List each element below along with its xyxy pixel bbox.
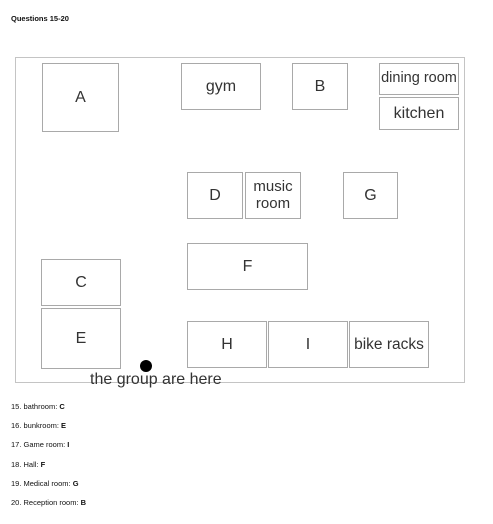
answer-question: 19. Medical room: xyxy=(11,479,73,488)
room-a xyxy=(42,63,119,132)
room-a-label: A xyxy=(75,88,86,106)
room-e-label: E xyxy=(75,329,87,347)
answer-line xyxy=(11,421,66,430)
answer-question: 20. Reception room: xyxy=(11,498,81,507)
room-music-label-line2: room xyxy=(255,194,291,212)
answer-line xyxy=(11,440,69,449)
answer-value: B xyxy=(80,498,87,507)
answer-value: E xyxy=(61,421,67,430)
room-b-label: B xyxy=(314,77,326,95)
room-dining-room xyxy=(379,63,459,95)
room-e xyxy=(41,308,121,369)
room-c-label: C xyxy=(75,273,87,291)
room-i-label: I xyxy=(305,335,311,353)
room-g-label: G xyxy=(364,186,377,204)
room-c xyxy=(41,259,121,306)
answer-value: G xyxy=(72,479,79,488)
room-kitchen xyxy=(379,97,459,130)
room-f-label: F xyxy=(242,257,253,275)
answer-line xyxy=(11,479,79,488)
room-b xyxy=(292,63,348,110)
answer-line xyxy=(11,402,65,411)
room-dining-room-label: dining room xyxy=(381,70,457,87)
group-location-label: the group are here xyxy=(90,371,222,388)
answer-value: C xyxy=(59,402,65,411)
room-h-label: H xyxy=(221,335,233,353)
answer-question: 15. bathroom: xyxy=(11,402,60,411)
answer-line xyxy=(11,460,45,469)
answer-question: 16. bunkroom: xyxy=(11,421,62,430)
answer-value: I xyxy=(67,440,70,449)
room-d xyxy=(187,172,243,219)
room-d-label: D xyxy=(209,186,221,204)
room-h xyxy=(187,321,267,368)
room-bike-racks xyxy=(349,321,429,368)
room-g xyxy=(343,172,398,219)
room-bike-racks-label: bike racks xyxy=(354,335,424,353)
answer-value: F xyxy=(40,460,46,469)
answer-question: 18. Hall: xyxy=(11,460,41,469)
room-f xyxy=(187,243,308,290)
answer-question: 17. Game room: xyxy=(11,440,68,449)
questions-heading: Questions 15-20 xyxy=(11,14,69,23)
room-kitchen-label: kitchen xyxy=(393,104,445,122)
room-music-label-line1: music xyxy=(253,178,293,195)
room-music-room xyxy=(245,172,301,219)
room-gym xyxy=(181,63,261,110)
answer-line xyxy=(11,498,86,507)
room-gym-label: gym xyxy=(205,77,237,95)
room-i xyxy=(268,321,348,368)
